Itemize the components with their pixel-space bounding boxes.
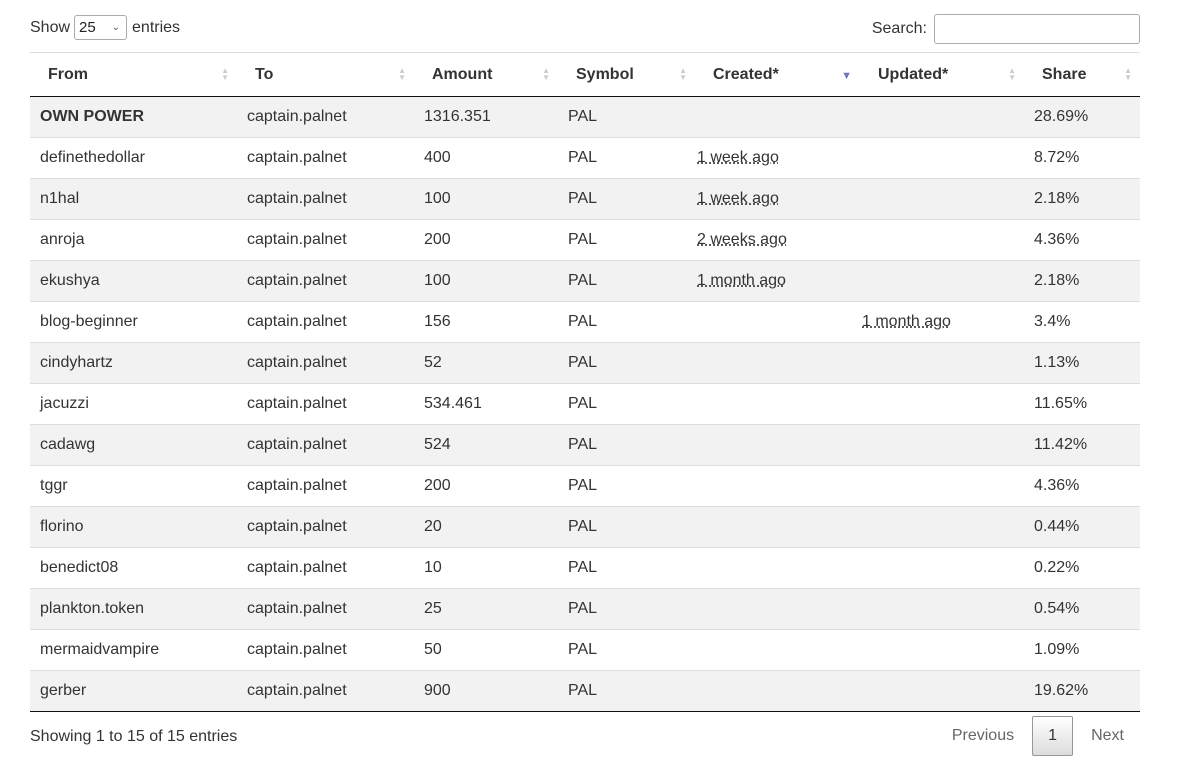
search-label: Search: <box>871 20 927 37</box>
page-1-button[interactable]: 1 <box>1032 716 1073 756</box>
column-header-label: Updated* <box>878 65 949 83</box>
table-row <box>30 630 1140 671</box>
table-row <box>30 671 1140 712</box>
cell-updated <box>860 138 1024 179</box>
cell-to: captain.palnet <box>237 220 414 261</box>
search-input[interactable] <box>934 14 1140 44</box>
cell-created <box>695 179 860 220</box>
cell-from: cadawg <box>30 425 237 466</box>
cell-from: OWN POWER <box>30 97 237 138</box>
table-row <box>30 138 1140 179</box>
cell-updated <box>860 466 1024 507</box>
cell-amount: 25 <box>414 589 558 630</box>
cell-symbol: PAL <box>558 630 695 671</box>
cell-updated <box>860 630 1024 671</box>
cell-amount: 20 <box>414 507 558 548</box>
sort-both-icon: ▲ ▼ <box>221 66 229 82</box>
cell-updated <box>860 261 1024 302</box>
cell-created <box>695 302 860 343</box>
cell-created <box>695 507 860 548</box>
datatable-wrapper <box>30 0 1140 772</box>
cell-amount: 400 <box>414 138 558 179</box>
pagination <box>936 716 1140 756</box>
cell-created <box>695 220 860 261</box>
table-row <box>30 179 1140 220</box>
cell-share: 4.36% <box>1024 220 1140 261</box>
cell-amount: 10 <box>414 548 558 589</box>
cell-symbol: PAL <box>558 548 695 589</box>
column-header-created[interactable] <box>695 53 860 97</box>
sort-both-icon: ▲ ▼ <box>1008 66 1016 82</box>
table-info: Showing 1 to 15 of 15 entries <box>30 728 238 745</box>
relative-time: 1 week ago <box>697 190 779 207</box>
table-row <box>30 466 1140 507</box>
cell-from: florino <box>30 507 237 548</box>
next-button[interactable]: Next <box>1091 727 1124 744</box>
cell-to: captain.palnet <box>237 548 414 589</box>
cell-from: tggr <box>30 466 237 507</box>
previous-button[interactable]: Previous <box>951 727 1015 744</box>
cell-symbol: PAL <box>558 671 695 712</box>
table-row <box>30 425 1140 466</box>
table-row <box>30 261 1140 302</box>
cell-symbol: PAL <box>558 261 695 302</box>
cell-share: 2.18% <box>1024 179 1140 220</box>
cell-updated <box>860 97 1024 138</box>
cell-updated <box>860 179 1024 220</box>
table-row <box>30 384 1140 425</box>
cell-created <box>695 425 860 466</box>
show-label: Show <box>30 18 71 36</box>
cell-to: captain.palnet <box>237 97 414 138</box>
cell-share: 28.69% <box>1024 97 1140 138</box>
cell-amount: 534.461 <box>414 384 558 425</box>
cell-from: gerber <box>30 671 237 712</box>
cell-to: captain.palnet <box>237 302 414 343</box>
cell-symbol: PAL <box>558 97 695 138</box>
column-header-amount[interactable] <box>414 53 558 97</box>
cell-created <box>695 671 860 712</box>
cell-from: plankton.token <box>30 589 237 630</box>
cell-symbol: PAL <box>558 507 695 548</box>
cell-amount: 1316.351 <box>414 97 558 138</box>
cell-created <box>695 261 860 302</box>
cell-created <box>695 630 860 671</box>
cell-share: 0.22% <box>1024 548 1140 589</box>
column-header-updated[interactable] <box>860 53 1024 97</box>
cell-to: captain.palnet <box>237 671 414 712</box>
cell-share: 11.42% <box>1024 425 1140 466</box>
entries-per-page-value: 25 <box>79 19 96 36</box>
column-header-label: From <box>48 65 88 83</box>
cell-amount: 900 <box>414 671 558 712</box>
table-row <box>30 220 1140 261</box>
cell-share: 11.65% <box>1024 384 1140 425</box>
table-row <box>30 548 1140 589</box>
cell-created <box>695 384 860 425</box>
cell-share: 3.4% <box>1024 302 1140 343</box>
sort-both-icon: ▲ ▼ <box>542 66 550 82</box>
cell-from: definethedollar <box>30 138 237 179</box>
column-header-label: To <box>255 65 274 83</box>
cell-to: captain.palnet <box>237 466 414 507</box>
cell-symbol: PAL <box>558 343 695 384</box>
cell-updated <box>860 384 1024 425</box>
table-row <box>30 343 1140 384</box>
cell-symbol: PAL <box>558 138 695 179</box>
table-row <box>30 97 1140 138</box>
cell-amount: 100 <box>414 179 558 220</box>
table-row <box>30 302 1140 343</box>
search-control <box>872 14 1140 44</box>
cell-created <box>695 97 860 138</box>
cell-share: 0.54% <box>1024 589 1140 630</box>
table-row <box>30 507 1140 548</box>
cell-symbol: PAL <box>558 466 695 507</box>
cell-updated <box>860 302 1024 343</box>
cell-symbol: PAL <box>558 302 695 343</box>
cell-to: captain.palnet <box>237 138 414 179</box>
delegations-table <box>30 52 1140 712</box>
cell-to: captain.palnet <box>237 343 414 384</box>
column-header-from[interactable] <box>30 53 237 97</box>
cell-amount: 200 <box>414 220 558 261</box>
cell-to: captain.palnet <box>237 507 414 548</box>
cell-to: captain.palnet <box>237 384 414 425</box>
column-header-to[interactable] <box>237 53 414 97</box>
entries-length-control <box>30 15 180 40</box>
cell-from: benedict08 <box>30 548 237 589</box>
cell-amount: 200 <box>414 466 558 507</box>
cell-share: 4.36% <box>1024 466 1140 507</box>
cell-from: cindyhartz <box>30 343 237 384</box>
sort-both-icon: ▲ ▼ <box>398 66 406 82</box>
cell-updated <box>860 589 1024 630</box>
column-header-label: Amount <box>432 65 493 83</box>
relative-time: 1 month ago <box>862 313 951 330</box>
relative-time: 1 month ago <box>697 272 786 289</box>
cell-share: 2.18% <box>1024 261 1140 302</box>
sort-descending-icon: ▼ <box>841 70 852 82</box>
column-header-label: Created* <box>713 65 779 83</box>
cell-to: captain.palnet <box>237 179 414 220</box>
cell-amount: 100 <box>414 261 558 302</box>
cell-to: captain.palnet <box>237 261 414 302</box>
cell-updated <box>860 548 1024 589</box>
table-controls <box>30 0 1140 52</box>
cell-updated <box>860 507 1024 548</box>
relative-time: 1 week ago <box>697 149 779 166</box>
column-header-share[interactable] <box>1024 53 1140 97</box>
cell-symbol: PAL <box>558 179 695 220</box>
cell-from: anroja <box>30 220 237 261</box>
cell-share: 1.09% <box>1024 630 1140 671</box>
cell-updated <box>860 425 1024 466</box>
entries-label: entries <box>132 18 181 36</box>
cell-symbol: PAL <box>558 425 695 466</box>
cell-created <box>695 466 860 507</box>
cell-symbol: PAL <box>558 589 695 630</box>
sort-both-icon: ▲ ▼ <box>679 66 687 82</box>
table-footer <box>30 712 1140 772</box>
table-body <box>30 97 1140 712</box>
cell-updated <box>860 220 1024 261</box>
cell-created <box>695 138 860 179</box>
cell-amount: 50 <box>414 630 558 671</box>
cell-updated <box>860 343 1024 384</box>
cell-updated <box>860 671 1024 712</box>
cell-from: n1hal <box>30 179 237 220</box>
column-header-label: Symbol <box>576 65 634 83</box>
column-header-label: Share <box>1042 65 1087 83</box>
cell-from: blog-beginner <box>30 302 237 343</box>
cell-symbol: PAL <box>558 220 695 261</box>
cell-to: captain.palnet <box>237 630 414 671</box>
entries-per-page-select[interactable] <box>74 15 127 40</box>
cell-to: captain.palnet <box>237 589 414 630</box>
cell-amount: 524 <box>414 425 558 466</box>
chevron-down-icon: ⌄ <box>111 22 121 33</box>
cell-symbol: PAL <box>558 384 695 425</box>
cell-from: mermaidvampire <box>30 630 237 671</box>
cell-share: 19.62% <box>1024 671 1140 712</box>
relative-time: 2 weeks ago <box>697 231 787 248</box>
cell-to: captain.palnet <box>237 425 414 466</box>
cell-created <box>695 548 860 589</box>
cell-from: ekushya <box>30 261 237 302</box>
cell-share: 0.44% <box>1024 507 1140 548</box>
cell-from: jacuzzi <box>30 384 237 425</box>
cell-share: 1.13% <box>1024 343 1140 384</box>
cell-created <box>695 589 860 630</box>
table-header <box>30 53 1140 97</box>
column-header-symbol[interactable] <box>558 53 695 97</box>
sort-both-icon: ▲ ▼ <box>1124 66 1132 82</box>
cell-created <box>695 343 860 384</box>
cell-share: 8.72% <box>1024 138 1140 179</box>
table-row <box>30 589 1140 630</box>
cell-amount: 52 <box>414 343 558 384</box>
cell-amount: 156 <box>414 302 558 343</box>
